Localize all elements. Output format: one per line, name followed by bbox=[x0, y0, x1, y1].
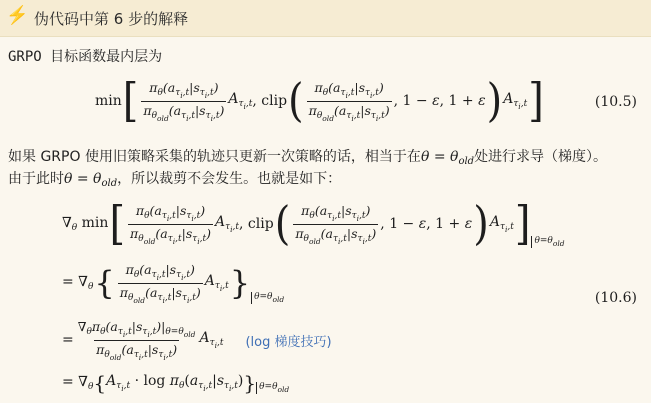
section-header bbox=[0, 0, 651, 37]
equation-number-10-5: (10.5) bbox=[594, 94, 637, 110]
section-title: 伪代码中第 6 步的解释 bbox=[34, 10, 189, 28]
paragraph-line-2: 由于此时$\theta = \theta_{old}$，所以裁剪不会发生。也就是如下： bbox=[8, 171, 342, 189]
intro-text: GRPO 目标函数最内层为 bbox=[8, 49, 163, 65]
equation-10-6-line-1: $\nabla_\theta$ min [ $\frac{\pi_\theta(a_{\tau_i,t}|s_{\tau_i,t})}{\pi_{\theta_{old}}(a_{\tau_i,t}|s_{\tau_i,t})}$ $A_{\tau_i,t}$ , clip ( $\frac{\pi_\theta(a_{\tau_i,t}|s_{\tau_i,t})}{\pi_{\theta_{old}}(a_{\tau_i,t}|s_{\tau_i,t})}$ , 1 − ε, 1 + ε ) $A_{\tau_i,t}$ ] $\theta=\theta_{old}$ bbox=[62, 197, 565, 251]
lightning-icon: ⚡ bbox=[6, 5, 29, 26]
log-gradient-note: (log 梯度技巧) bbox=[245, 334, 332, 350]
equation-10-6-line-4: = $\nabla_\theta$ { $A_{\tau_i,t}$ · $\log \pi_\theta(a_{\tau_i,t}|s_{\tau_i,t})$ } $\theta=\theta_{old}$ bbox=[62, 371, 290, 395]
equation-10-6-line-3: = $\frac{\nabla_\theta\pi_\theta(a_{\tau_i,t}|s_{\tau_i,t})|_{\theta=\theta_{old}}}{\pi_{\theta_{old}}(a_{\tau_i,t}|s_{\tau_i,t})}$ $A_{\tau_i,t}$ (log 梯度技巧) bbox=[62, 318, 332, 362]
equation-number-10-6: (10.6) bbox=[594, 290, 637, 306]
equation-10-5: min [ $\frac{\pi_\theta(a_{\tau_i,t}|s_{\tau_i,t})}{\pi_{\theta_{old}}(a_{\tau_i,t}|s_{\tau_i,t})}$ $A_{\tau_i,t}$ , clip ( $\frac{\pi_\theta(a_{\tau_i,t}|s_{\tau_i,t})}{\pi_{\theta_{old}}(a_{\tau_i,t}|s_{\tau_i,t})}$ , 1 − ε, 1 + ε ) $A_{\tau_i,t}$ ] bbox=[95, 74, 544, 128]
paragraph-line-1: 如果 GRPO 使用旧策略采集的轨迹只更新一次策略的话，相当于在$\theta = \theta_{old}$处进行求导（梯度）。 bbox=[8, 149, 608, 167]
equation-10-6-line-2: = $\nabla_\theta$ { $\frac{\pi_\theta(a_{\tau_i,t}|s_{\tau_i,t})}{\pi_{\theta_{old}}(a_{\tau_i,t}|s_{\tau_i,t})}$ $A_{\tau_i,t}$ } $\theta=\theta_{old}$ bbox=[62, 261, 285, 305]
